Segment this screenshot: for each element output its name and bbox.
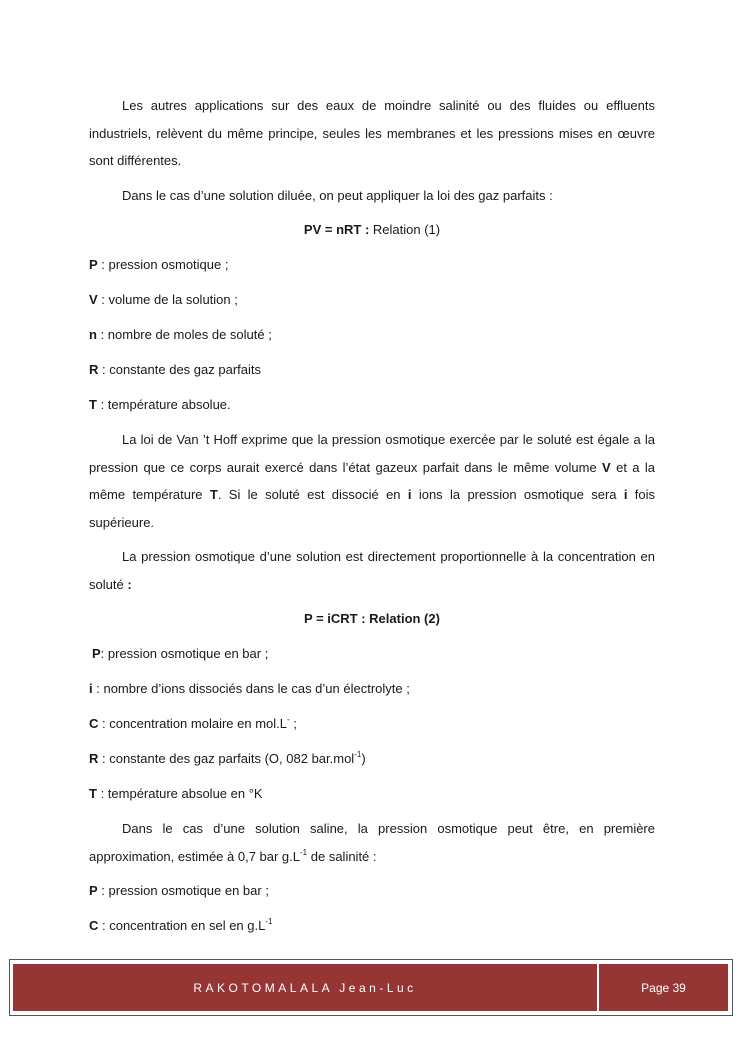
definition-text: : température absolue en °K [96, 786, 263, 801]
document-body [89, 92, 655, 947]
text-run-bold: i [407, 487, 412, 502]
text-run-bold: V [602, 459, 611, 475]
definition-text-end: ) [361, 751, 366, 766]
definition-r-constant [89, 745, 655, 773]
text-run: ions la pression osmotique sera [411, 487, 624, 502]
text-run-bold: T [209, 487, 218, 502]
definition-t [89, 391, 655, 419]
definition-text-end: ; [289, 716, 297, 731]
paragraph-dilute-solution: Dans le cas d’une solution diluée, on peut appliquer la loi des gaz parfaits : [122, 187, 553, 203]
definition-symbol: V [89, 292, 98, 307]
definition-symbol: C [89, 716, 99, 731]
definition-symbol: P [92, 646, 101, 661]
definition-n [89, 321, 655, 349]
definition-symbol: T [89, 397, 97, 412]
superscript: -1 [354, 750, 362, 759]
definition-symbol: P [89, 257, 98, 272]
paragraph-van-t-hoff [89, 426, 655, 536]
text-run: fois supérieure. [89, 487, 656, 530]
definition-text: : concentration en sel en g.L [98, 918, 266, 933]
definition-text: : pression osmotique ; [97, 257, 229, 272]
relation-2-formula: P = iCRT : Relation (2) [304, 611, 440, 626]
definition-text: : pression osmotique en bar ; [100, 646, 269, 661]
definition-v [89, 286, 655, 314]
definition-symbol: P [89, 883, 98, 898]
definition-r [89, 356, 655, 384]
definition-i [89, 675, 655, 703]
definition-text: : constante des gaz parfaits (O, 082 bar.mol [98, 751, 355, 766]
definition-text: : pression osmotique en bar ; [97, 883, 269, 898]
definition-text: : constante des gaz parfaits [98, 362, 261, 377]
definition-p-bar [89, 640, 655, 668]
superscript: -1 [300, 847, 308, 857]
relation-2 [89, 605, 655, 633]
paragraph-proportional [89, 543, 655, 598]
text-run: et a la même température [89, 459, 656, 502]
definition-symbol: R [89, 362, 99, 377]
definition-symbol: n [89, 327, 97, 342]
definition-t-kelvin [89, 780, 655, 808]
text-run: La pression osmotique d’une solution est directement proportionnelle à la concentration en soluté [89, 549, 655, 592]
footer-page-number: Page 39 [599, 964, 728, 1011]
text-run: . Si le soluté est dissocié en [217, 487, 408, 502]
definition-symbol: C [89, 918, 99, 933]
text-run-bold: i [623, 487, 628, 502]
paragraph-applications: Les autres applications sur des eaux de moindre salinité ou des fluides ou effluents industriels, relèvent du même principe, seules les membranes et les pressions mises en œuvre sont différentes. [89, 98, 655, 168]
relation-1 [89, 216, 655, 244]
definition-p [89, 251, 655, 279]
text-run: Dans le cas d’une solution saline, la pression osmotique peut être, en première approximation, estimée à 0,7 bar g.L [89, 821, 655, 864]
relation-1-formula: PV = nRT : [303, 222, 370, 237]
definition-text: : nombre d’ions dissociés dans le cas d’un électrolyte ; [92, 681, 410, 696]
superscript: -1 [265, 917, 273, 926]
definition-text: : concentration molaire en mol.L [98, 716, 287, 731]
definition-p-saline [89, 877, 655, 905]
definition-symbol: R [89, 751, 99, 766]
definition-c-molar [89, 710, 655, 738]
definition-text: : nombre de moles de soluté ; [96, 327, 272, 342]
page-footer [9, 959, 733, 1016]
definition-symbol: i [89, 681, 93, 696]
paragraph-saline-solution [89, 815, 655, 870]
text-run-bold: : [127, 576, 132, 592]
relation-1-label: Relation (1) [369, 222, 441, 237]
footer-author: RAKOTOMALALA Jean-Luc [13, 964, 597, 1011]
definition-c-salt [89, 912, 655, 940]
definition-text: : température absolue. [96, 397, 231, 412]
definition-text: : volume de la solution ; [97, 292, 238, 307]
text-run: La loi de Van ’t Hoff exprime que la pression osmotique exercée par le soluté est égale a la pression que ce corps aurait exercé dans l’état gazeux parfait dans le même volume [89, 432, 655, 475]
definition-symbol: T [89, 786, 97, 801]
text-run: de salinité : [307, 848, 377, 864]
superscript: - [287, 715, 290, 724]
